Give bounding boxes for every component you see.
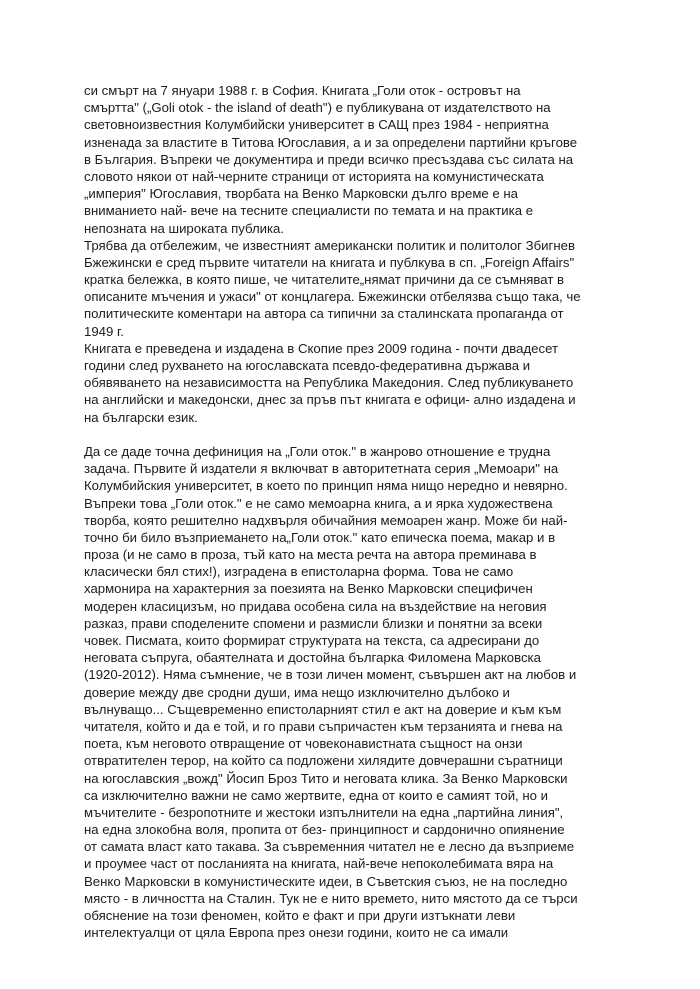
text-line: непозната на широката публика. — [84, 220, 285, 236]
text-line: описаните мъчения и ужаси" от концлагера. Бжежински отбелязва също така, че — [84, 289, 581, 305]
text-line: Венко Марковски в комунистическите идеи, в Съветския съюз, не на последно — [84, 873, 568, 889]
text-line: интелектуалци от цяла Европа през онези години, които не са имали — [84, 925, 509, 941]
text-line: смъртта" („Goli otok - the island of death") е публикувана от издателството на — [84, 100, 551, 116]
text-line: политическите коментари на автора са типични за сталинската пропаганда от — [84, 306, 564, 322]
text-line: вълнуващо... Същевременно епистоларният стил е акт на доверие и към към — [84, 701, 562, 717]
body-text — [84, 82, 620, 941]
paragraph — [84, 82, 620, 237]
text-line: (1920-2012). Няма съмнение, че в този личен момент, съвършен акт на любов и — [84, 667, 577, 683]
text-line: мъчителите - безропотните и жестоки изпълнители на една „партийна линия", — [84, 804, 564, 820]
text-line: „империя" Югославия, творбата на Венко Марковски дълго време е на — [84, 186, 519, 202]
text-line: неговата съпруга, обаятелната и достойна българка Филомена Марковска — [84, 650, 541, 666]
text-line: вниманието най- вече на тесните специалисти по темата и на практика е — [84, 203, 534, 219]
text-line: точно би било възприемането на„Голи оток." като епическа поема, макар и в — [84, 529, 556, 545]
text-line: Въпреки това „Голи оток." е не само мемоарна книга, а и ярка художествена — [84, 495, 553, 511]
paragraph-gap — [84, 426, 620, 443]
text-line: си смърт на 7 януари 1988 г. в София. Книгата „Голи оток - островът на — [84, 83, 521, 98]
text-line: на английски и македонски, днес за пръв път книгата е офици- ално издадена и — [84, 392, 576, 408]
text-line: на една злокобна воля, пропита от без- принципност и сардонично опиянение — [84, 822, 565, 838]
text-line: кратка бележка, в която пише, че читателите„нямат причини да се съмняват в — [84, 272, 565, 288]
text-line: обяснение на този феномен, който е факт и при други изтъкнати леви — [84, 908, 516, 923]
text-line: модерен класицизъм, но придава особена сила на въздействие на неговия — [84, 598, 547, 614]
text-line: Да се даде точна дефиниция на „Голи оток." в жанрово отношение е трудна — [84, 443, 551, 459]
text-line: словото някои от най-черните страници от историята на комунистическата — [84, 168, 544, 184]
text-line: хармонира на характерния за поезията на Венко Марковски специфичен — [84, 581, 533, 597]
text-line: и проумее част от посланията на книгата, най-вече непоколебимата вяра на — [84, 856, 554, 872]
text-line: 1949 г. — [84, 323, 124, 339]
text-line: обявяването на независимостта на Република Македония. След публикуването — [84, 375, 574, 391]
text-line: от самата власт като такава. За съвременния читател не е лесно да възприеме — [84, 839, 575, 855]
text-line: творба, която решително надхвърля обичайния мемоарен жанр. Може би най- — [84, 512, 568, 528]
text-line: разказ, прави споделените спомени и размисли близки и понятни за всеки — [84, 615, 543, 631]
text-line: отвратителен терор, на който са подложени хилядите довчерашни съратници — [84, 753, 563, 769]
paragraph — [84, 443, 620, 941]
text-line: Колумбийския университет, в което по принцип няма нищо нередно и невярно. — [84, 478, 568, 494]
text-line: проза (и не само в проза, тъй като на места речта на автора преминава в — [84, 547, 537, 563]
text-line: в България. Въпреки че документира и преди всичко пресъздава със силата на — [84, 151, 574, 167]
paragraph — [84, 340, 620, 426]
text-line: място - в личността на Сталин. Тук не е нито времето, нито мястото да се търси — [84, 890, 578, 906]
text-line: задача. Първите й издатели я включват в авторитетната серия „Мемоари" на — [84, 461, 559, 477]
text-line: години след рухването на югославската псевдо-федеративна държава и — [84, 358, 531, 373]
text-line: човек. Писмата, които формират структурата на текста, са адресирани до — [84, 633, 540, 648]
text-line: световноизвестния Колумбийски университет в САЩ през 1984 - неприятна — [84, 117, 549, 133]
text-line: изненада за властите в Титова Югославия, а и за определени партийни кръгове — [84, 134, 578, 150]
paragraph — [84, 237, 620, 340]
text-line: класически бял стих!), изградена в епистоларна форма. Това не само — [84, 564, 514, 580]
text-line: Бжежински е сред първите читатели на книгата и публкува в сп. „Foreign Affairs" — [84, 254, 575, 270]
text-line: на български език. — [84, 409, 198, 425]
text-line: поета, към неговото отвращение от човеконавистната същност на онзи — [84, 736, 523, 752]
text-line: доверие между две сродни души, има нещо изключително дълбоко и — [84, 684, 510, 700]
text-line: на югославския „вожд" Йосип Броз Тито и неговата клика. За Венко Марковски — [84, 770, 568, 786]
text-line: са изключително важни не само жертвите, една от които е самият той, но и — [84, 787, 549, 803]
text-line: читателя, който и да е той, и го прави съпричастен към терзанията и гнева на — [84, 718, 563, 734]
text-line: Трябва да отбележим, че известният американски политик и политолог Збигнев — [84, 237, 575, 253]
text-line: Книгата е преведена и издадена в Скопие през 2009 година - почти двадесет — [84, 340, 559, 356]
